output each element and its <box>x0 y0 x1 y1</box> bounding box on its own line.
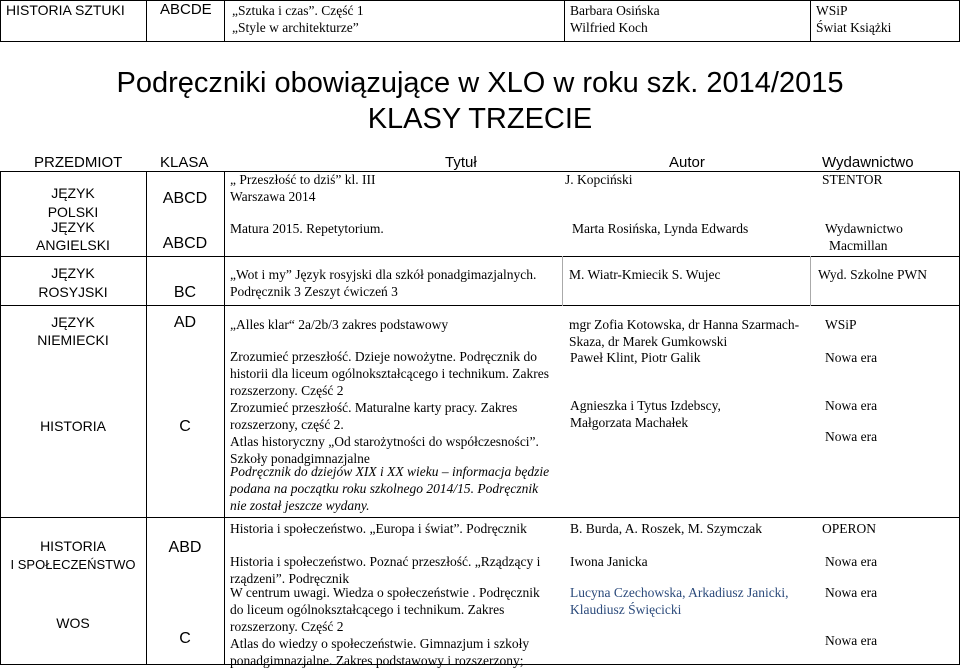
top-publisher-line2: Świat Książki <box>816 20 892 35</box>
class-history-society: ABD <box>168 539 202 556</box>
author-history-2-line2: Małgorzata Machałek <box>570 415 689 430</box>
publisher-german: WSiP <box>825 317 857 332</box>
column-header-title: Tytuł <box>445 154 477 171</box>
publisher-russian: Wyd. Szkolne PWN <box>818 267 928 282</box>
author-polish: J. Kopciński <box>565 172 633 187</box>
column-header-subject: PRZEDMIOT <box>34 154 123 171</box>
page-subtitle: KLASY TRZECIE <box>367 103 593 135</box>
publisher-history-3: Nowa era <box>825 429 878 444</box>
column-header-publisher: Wydawnictwo <box>822 154 914 171</box>
publisher-history-society-1: OPERON <box>822 521 877 536</box>
publisher-wos-1: Nowa era <box>825 585 878 600</box>
author-wos-line2: Klaudiusz Święcicki <box>570 602 682 617</box>
author-english: Marta Rosińska, Lynda Edwards <box>572 221 749 236</box>
page-title: Podręczniki obowiązujące w XLO w roku szk. 2014/2015 <box>116 67 844 99</box>
title-wos-line: rozszerzony. Część 2 <box>230 619 344 634</box>
subject-history-society-line1: HISTORIA <box>40 538 106 554</box>
class-history: C <box>179 418 191 435</box>
title-english: Matura 2015. Repetytorium. <box>230 221 384 236</box>
title-history-note-line: nie został jeszcze wydany. <box>230 498 370 513</box>
subject-polish-line2: POLSKI <box>47 204 99 220</box>
subject-russian-line2: ROSYJSKI <box>38 284 108 300</box>
author-history-society-2: Iwona Janicka <box>570 554 648 569</box>
subject-german-line1: JĘZYK <box>51 314 95 330</box>
top-class: ABCDE <box>160 1 212 18</box>
subject-german-line2: NIEMIECKI <box>37 332 109 348</box>
publisher-polish: STENTOR <box>822 172 883 187</box>
title-polish-line2: Warszawa 2014 <box>230 189 316 204</box>
title-history-line: rozszerzony. Część 2 <box>230 383 344 398</box>
title-russian-line2: Podręcznik 3 Zeszyt ćwiczeń 3 <box>230 284 398 299</box>
title-history-society-2-line2: rządzeni”. Podręcznik <box>230 571 350 586</box>
author-history-society-1: B. Burda, A. Roszek, M. Szymczak <box>570 521 762 536</box>
title-history-line: Atlas historyczny „Od starożytności do współczesności”. <box>230 434 539 449</box>
title-history-line: Zrozumieć przeszłość. Maturalne karty pracy. Zakres <box>230 400 518 415</box>
title-wos-line: ponadgimnazjalne. Zakres podstawowy i rozszerzony; <box>230 653 524 668</box>
title-history-line: Zrozumieć przeszłość. Dzieje nowożytne. Podręcznik do <box>230 349 538 364</box>
publisher-history-1: Nowa era <box>825 350 878 365</box>
publisher-history-society-2: Nowa era <box>825 554 878 569</box>
title-polish-line1: „ Przeszłość to dziś” kl. III <box>230 172 376 187</box>
class-polish: ABCD <box>162 190 208 207</box>
publisher-wos-2: Nowa era <box>825 633 878 648</box>
class-english: ABCD <box>162 235 208 252</box>
author-history-1: Paweł Klint, Piotr Galik <box>570 350 701 365</box>
subject-polish-line1: JĘZYK <box>51 185 95 201</box>
title-wos-line: Atlas do wiedzy o społeczeństwie. Gimnazjum i szkoły <box>230 636 530 651</box>
author-german-line1: mgr Zofia Kotowska, dr Hanna Szarmach- <box>569 317 800 332</box>
subject-english-line2: ANGIELSKI <box>36 237 110 253</box>
title-wos-line: do liceum ogólnokształcącego i technikum. Zakres <box>230 602 505 617</box>
title-german: „Alles klar“ 2a/2b/3 zakres podstawowy <box>230 317 449 332</box>
author-wos-line1: Lucyna Czechowska, Arkadiusz Janicki, <box>570 585 789 600</box>
title-history-line: Szkoły ponadgimnazjalne <box>230 451 370 466</box>
column-header-class: KLASA <box>160 154 209 171</box>
title-history-note-line: podana na początku roku szkolnego 2014/15. Podręcznik <box>230 481 539 496</box>
subject-history-society-line2: I SPOŁECZEŃSTWO <box>10 557 136 572</box>
top-subject: HISTORIA SZTUKI <box>6 2 125 18</box>
title-history-line: rozszerzony, część 2. <box>230 417 344 432</box>
top-title-line2: „Style w architekturze” <box>232 20 359 35</box>
author-history-2-line1: Agnieszka i Tytus Izdebscy, <box>570 398 721 413</box>
top-title-line1: „Sztuka i czas”. Część 1 <box>232 3 364 18</box>
column-header-author: Autor <box>669 154 705 171</box>
class-german: AD <box>173 314 197 331</box>
title-history-line: historii dla liceum ogólnokształcącego i technikum. Zakres <box>230 366 550 381</box>
title-wos-line: W centrum uwagi. Wiedza o społeczeństwie . Podręcznik <box>230 585 540 600</box>
class-wos: C <box>179 630 191 647</box>
author-russian: M. Wiatr-Kmiecik S. Wujec <box>569 267 721 282</box>
subject-history: HISTORIA <box>40 418 106 434</box>
subject-russian-line1: JĘZYK <box>51 265 95 281</box>
top-author-line1: Barbara Osińska <box>570 3 660 18</box>
top-author-line2: Wilfried Koch <box>570 20 648 35</box>
class-russian: BC <box>173 284 197 301</box>
title-history-society-2-line1: Historia i społeczeństwo. Poznać przeszłość. „Rządzący i <box>230 554 541 569</box>
title-history-society-1: Historia i społeczeństwo. „Europa i świat”. Podręcznik <box>230 521 527 536</box>
publisher-english-line1: Wydawnictwo <box>825 221 903 236</box>
title-history-note-line: Podręcznik do dziejów XIX i XX wieku – informacja będzie <box>230 464 550 479</box>
publisher-history-2: Nowa era <box>825 398 878 413</box>
subject-english-line1: JĘZYK <box>51 219 95 235</box>
title-russian-line1: „Wot i my” Język rosyjski dla szkół ponadgimazjalnych. <box>230 267 537 282</box>
author-german-line2: Skaza, dr Marek Gumkowski <box>569 334 728 349</box>
subject-wos: WOS <box>56 615 90 631</box>
top-publisher-line1: WSiP <box>816 3 848 18</box>
publisher-english-line2: Macmillan <box>829 238 888 253</box>
